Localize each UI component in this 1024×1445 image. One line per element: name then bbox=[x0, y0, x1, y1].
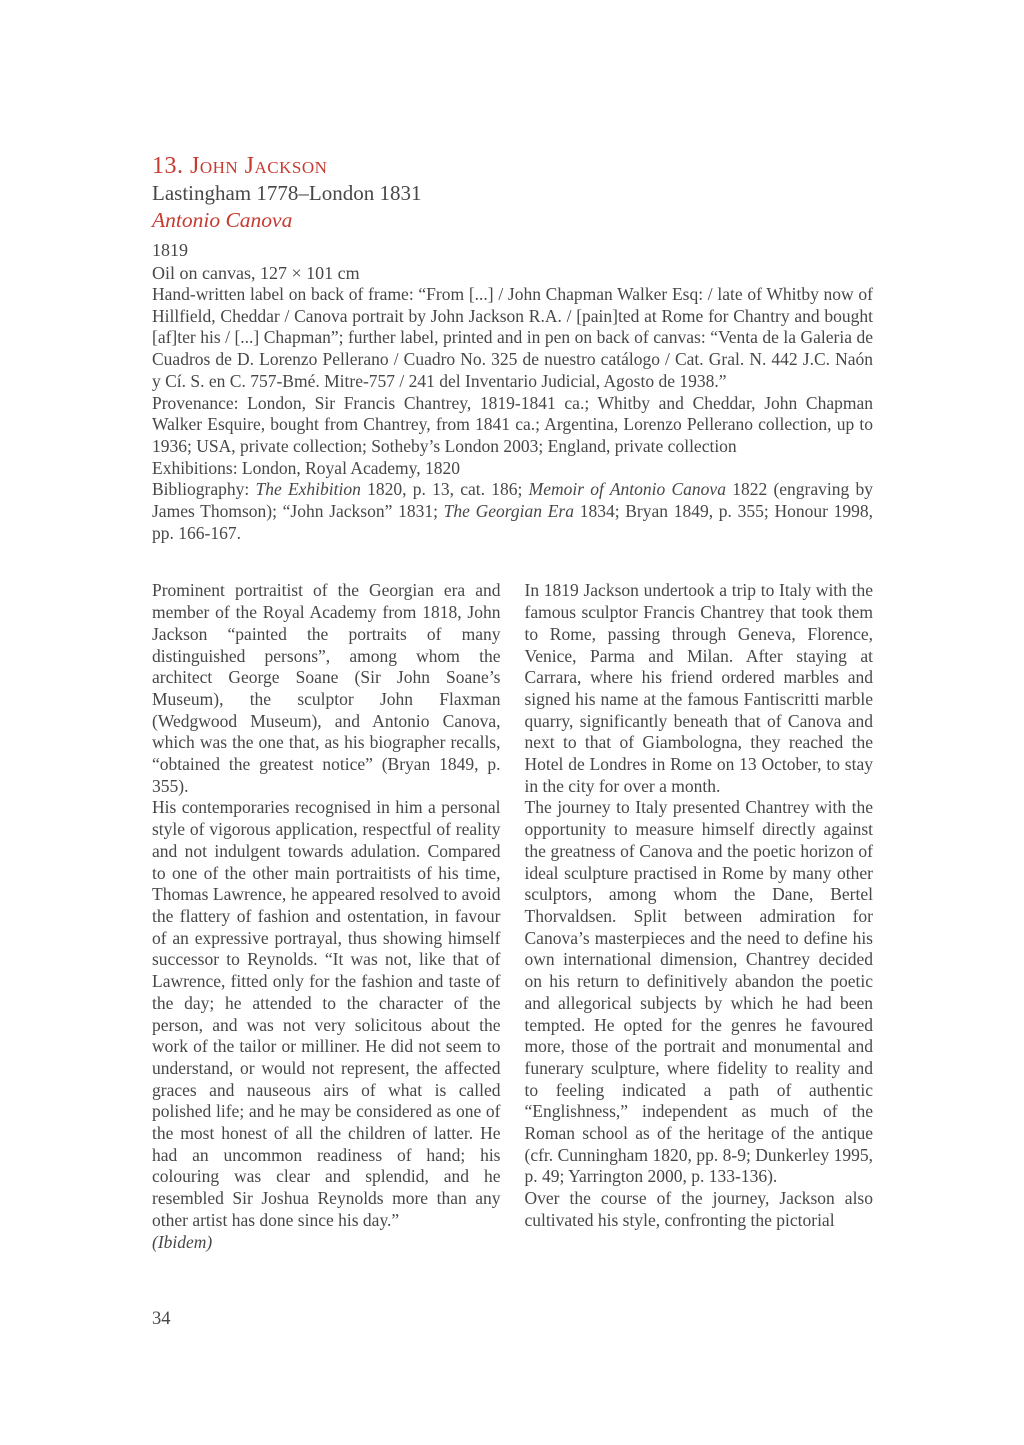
right-column-paragraph-1: In 1819 Jackson undertook a trip to Italy with the famous sculptor Francis Chantrey that took them to Rome, passing through Geneva, Florence, Venice, Parma and Milan. After staying at Carrara, where his friend ordered marbles and signed his name at the famous Fantiscritti marble quarry, significantly beneath that of Canova and next to that of Giambologna, they reached the Hotel de Londres in Rome on 13 October, to stay in the city for over a month. bbox=[524, 580, 873, 796]
left-column bbox=[152, 580, 501, 1253]
exhibitions-note: Exhibitions: London, Royal Academy, 1820 bbox=[152, 457, 461, 478]
page-content bbox=[152, 152, 873, 1253]
artist-dates: Lastingham 1778–London 1831 bbox=[152, 181, 422, 205]
entry-header bbox=[152, 152, 873, 284]
handwritten-label-note: Hand-written label on back of frame: “From [...] / John Chapman Walker Esq: / late of Whitby now of Hillfield, Cheddar / Canova portrait by John Jackson R.A. / [pain]ted at Rome for Chantry and bought [af]ter his / [...] Chapman”; further label, printed and in pen on back of canvas: “Venta de la Galeria de Cuadros de D. Lorenzo Pellerano / Cuadro No. 325 de nuestro catálogo / Cat. Gral. N. 442 J.C. Naón y Cí. S. en C. 757-Bmé. Mitre-757 / 241 del Inventario Judicial, Agosto de 1938.” bbox=[152, 284, 873, 391]
page-number: 34 bbox=[152, 1309, 171, 1329]
left-column-paragraph-2: His contemporaries recognised in him a personal style of vigorous application, respectful of reality and not indulgent towards adulation. Compared to one of the other main portraitists of his time, Thomas Lawrence, he appeared resolved to avoid the flattery of fashion and ostentation, in favour of an expressive portrayal, thus showing himself successor to Reynolds. “It was not, like that of Lawrence, fitted only for the fashion and taste of the day; he attended to the character of the person, and was not very solicitous about the work of the tailor or milliner. He did not seem to understand, or would not represent, the affected graces and nauseous airs of what is called polished life; and he may be considered as one of the most honest of all the children of latter. He had an uncommon readiness of hand; his colouring was clear and splendid, and he resembled Sir Joshua Reynolds more than any other artist has done since his day.” bbox=[152, 797, 501, 1230]
body-text bbox=[152, 580, 873, 1253]
work-medium: Oil on canvas, 127 × 101 cm bbox=[152, 263, 360, 283]
left-column-paragraph-1: Prominent portraitist of the Georgian era and member of the Royal Academy from 1818, John Jackson “painted the portraits of many distinguished persons”, among whom the architect George Soane (Sir John Soane’s Museum), the sculptor John Flaxman (Wedgwood Museum), and Antonio Canova, which was the one that, as his biographer recalls, “obtained the greatest notice” (Bryan 1849, p. 355). bbox=[152, 580, 501, 796]
work-title: Antonio Canova bbox=[152, 208, 293, 232]
provenance-note: Provenance: London, Sir Francis Chantrey, 1819-1841 ca.; Whitby and Cheddar, John Chapman Walker Esquire, bought from Chantrey, from 1841 ca.; Argentina, Lorenzo Pellerano collection, up to 1936; USA, private collection; Sotheby’s London 2003; England, private collection bbox=[152, 392, 873, 456]
right-column-paragraph-2: The journey to Italy presented Chantrey with the opportunity to measure himself directly against the greatness of Canova and the poetic horizon of ideal sculpture practised in Rome by many other sculptors, among whom the Dane, Bertel Thorvaldsen. Split between admiration for Canova’s masterpieces and the need to define his own international dimension, Chantrey decided on his return to definitively abandon the poetic and allegorical subjects by which he had been tempted. He opted for the genres he favoured more, those of the portrait and monumental and funerary sculpture, where fidelity to reality and to feeling indicated a path of authentic “Englishness,” independent as much of the Roman school as of the heritage of the antique (cfr. Cunningham 1820, pp. 8-9; Dunkerley 1995, p. 49; Yarrington 2000, p. 133-136). bbox=[524, 797, 873, 1187]
right-column bbox=[525, 580, 874, 1253]
right-column-paragraph-3: Over the course of the journey, Jackson also cultivated his style, confronting the pictorial bbox=[524, 1188, 873, 1230]
quote-attribution: (Ibidem) bbox=[152, 1231, 213, 1252]
catalog-details bbox=[152, 284, 873, 544]
entry-number-and-artist: 13. John Jackson bbox=[152, 153, 328, 179]
work-date: 1819 bbox=[152, 240, 188, 260]
bibliography-note: Bibliography: The Exhibition 1820, p. 13, cat. 186; Memoir of Antonio Canova 1822 (engraving by James Thomson); “John Jackson” 1831; The Georgian Era 1834; Bryan 1849, p. 355; Honour 1998, pp. 166-167. bbox=[152, 479, 874, 543]
